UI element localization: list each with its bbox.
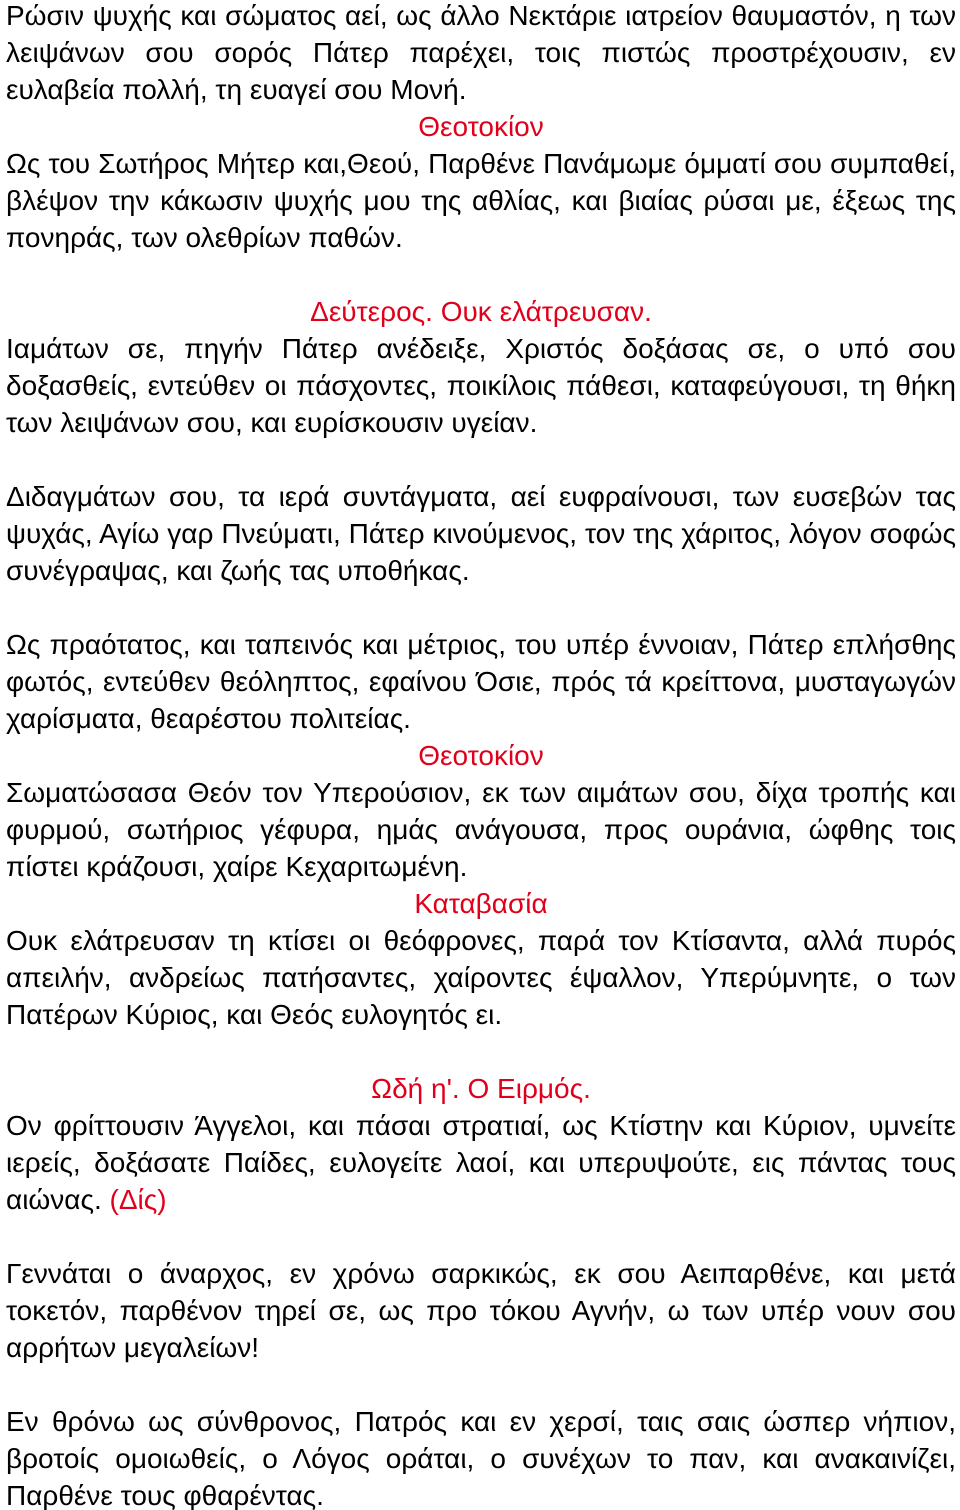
- troparion-paragraph: Εν θρόνω ως σύνθρονος, Πατρός και εν χερσί, ταις σαις ώσπερ νήπιον, βροτοίς ομοιωθείς, ο Λόγος οράται, ο συνέχων το παν, και ανακαινίζει, Παρθένε τους φθαρέντας.: [6, 1406, 956, 1510]
- troparion-paragraph: Ως του Σωτήρος Μήτερ και,Θεού, Παρθένε Πανάμωμε όμματί σου συμπαθεί, βλέψον την κάκωσιν ψυχής μου της αθλίας, και βιαίας ρύσαι με, έξεως της πονηράς, των ολεθρίων παθών.: [6, 148, 956, 253]
- section-heading-theotokion: Θεοτοκίον: [418, 111, 544, 142]
- troparion-paragraph: Ρώσιν ψυχής και σώματος αεί, ως άλλο Νεκτάριε ιατρείον θαυμαστόν, η των λειψάνων σου σορός Πάτερ παρέχει, τοις πιστώς προστρέχουσιν, εν ευλαβεία πολλή, τη ευαγεί σου Μονή.: [6, 0, 956, 105]
- section-heading-theotokion: Θεοτοκίον: [418, 740, 544, 771]
- troparion-paragraph: [6, 1107, 956, 1218]
- section-heading-katavasia: Καταβασία: [414, 888, 548, 919]
- section-heading-ode: Ωδή η'. Ο Ειρμός.: [371, 1073, 591, 1104]
- troparion-paragraph: Ιαμάτων σε, πηγήν Πάτερ ανέδειξε, Χριστός δοξάσας σε, ο υπό σου δοξασθείς, εντεύθεν οι πάσχοντες, ποικίλοις πάθεσι, καταφεύγουσι, τη θήκη των λειψάνων σου, και ευρίσκουσιν υγείαν.: [6, 333, 956, 438]
- troparion-paragraph: Ως πραότατος, και ταπεινός και μέτριος, του υπέρ έννοιαν, Πάτερ επλήσθης φωτός, εντεύθεν θεόληπτος, εφαίνου Όσιε, πρός τά κρείττονα, μυσταγωγών χαρίσματα, θεαρέστου πολιτείας.: [6, 629, 956, 734]
- troparion-paragraph: Ουκ ελάτρευσαν τη κτίσει οι θεόφρονες, παρά τον Κτίσαντα, αλλά πυρός απειλήν, ανδρείως πατήσαντες, χαίροντες έψαλλον, Υπερύμνητε, ο των Πατέρων Κύριος, και Θεός ευλογητός ει.: [6, 925, 956, 1030]
- troparion-text: Ον φρίττουσιν Άγγελοι, και πάσαι στρατιαί, ως Κτίστην και Κύριον, υμνείτε ιερείς, δοξάσατε Παίδες, ευλογείτε λαοί, και υπερυψούτε, εις πάντας τους αιώνας.: [6, 1110, 956, 1215]
- repeat-marker: (Δίς): [109, 1184, 167, 1215]
- section-heading-tone: Δεύτερος. Ουκ ελάτρευσαν.: [310, 296, 652, 327]
- troparion-paragraph: Σωματώσασα Θεόν τον Υπερούσιον, εκ των αιμάτων σου, δίχα τροπής και φυρμού, σωτήριος γέφυρα, ημάς ανάγουσα, προς ουράνια, ώφθης τοις πίστει κράζουσι, χαίρε Κεχαριτωμένη.: [6, 777, 956, 882]
- troparion-paragraph: Γεννάται ο άναρχος, εν χρόνω σαρκικώς, εκ σου Αειπαρθένε, και μετά τοκετόν, παρθένον τηρεί σε, ως προ τόκου Αγνήν, ω των υπέρ νουν σου αρρήτων μεγαλείων!: [6, 1258, 956, 1363]
- troparion-paragraph: Διδαγμάτων σου, τα ιερά συντάγματα, αεί ευφραίνουσι, των ευσεβών τας ψυχάς, Αγίω γαρ Πνεύματι, Πάτερ κινούμενος, τον της χάριτος, λόγον σοφώς συνέγραψας, και ζωής τας υποθήκας.: [6, 481, 956, 586]
